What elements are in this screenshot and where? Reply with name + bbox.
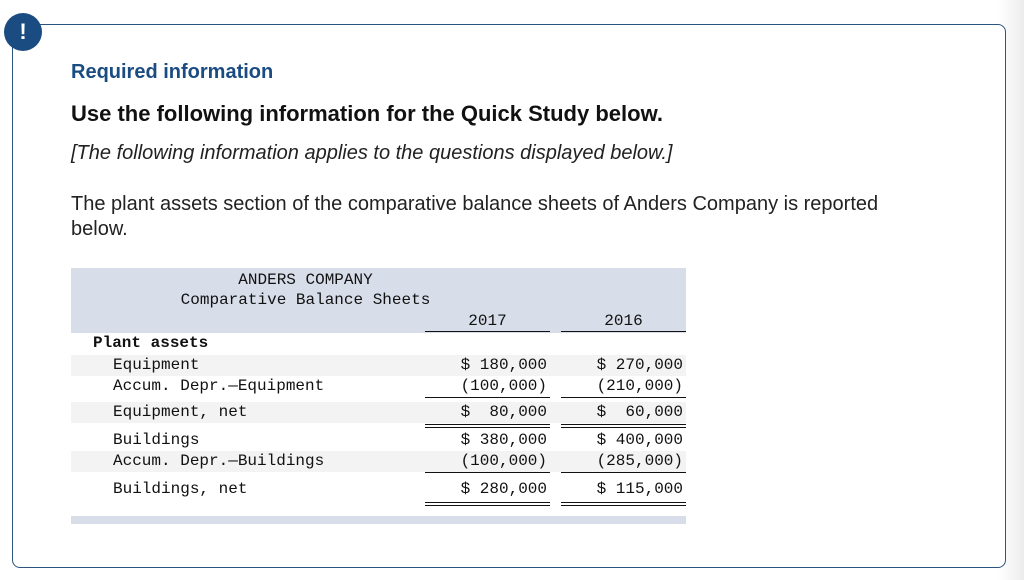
cell-2017: $ 280,000	[460, 480, 547, 498]
row-label: Equipment	[113, 356, 200, 374]
table-row-buildings	[71, 430, 686, 451]
column-header-2016: 2016	[561, 312, 686, 332]
row-label: Buildings	[113, 431, 200, 449]
subtotal-rule-2017	[425, 397, 550, 398]
cell-2016: $ 270,000	[596, 356, 683, 374]
cell-2016: (285,000)	[596, 452, 683, 470]
intro-paragraph: The plant assets section of the comparative balance sheets of Anders Company is reported below.	[71, 193, 879, 240]
section-label-plant-assets: Plant assets	[93, 334, 209, 352]
column-header-2017: 2017	[425, 312, 550, 332]
required-info-title: Required information	[71, 61, 274, 83]
applies-note: [The following information applies to the questions displayed below.]	[71, 142, 673, 164]
cell-2016: $ 60,000	[596, 403, 683, 421]
total-rule-2016	[561, 502, 686, 506]
cell-2017: $ 380,000	[460, 431, 547, 449]
row-label: Buildings, net	[113, 480, 248, 498]
cell-2017: (100,000)	[460, 377, 547, 395]
balance-sheet-table	[71, 268, 686, 524]
subtotal-rule-2016	[561, 397, 686, 398]
table-row-buildings-net	[71, 479, 686, 500]
cell-2016: $ 400,000	[596, 431, 683, 449]
total-rule-2017	[425, 424, 550, 428]
cell-2016: $ 115,000	[596, 480, 683, 498]
table-row-equipment	[71, 355, 686, 376]
quick-study-subtitle: Use the following information for the Quick Study below.	[71, 101, 663, 126]
cell-2017: $ 180,000	[460, 356, 547, 374]
balance-sheet-footer	[71, 516, 686, 524]
row-label: Equipment, net	[113, 403, 248, 421]
cell-2017: (100,000)	[460, 452, 547, 470]
table-row-accum-depr-equipment	[71, 376, 686, 397]
table-row-equipment-net	[71, 402, 686, 423]
cell-2016: (210,000)	[596, 377, 683, 395]
total-rule-2016	[561, 424, 686, 428]
alert-icon: !	[4, 13, 42, 51]
subtotal-rule-2017	[425, 472, 550, 473]
statement-title: Comparative Balance Sheets	[180, 291, 431, 309]
total-rule-2017	[425, 502, 550, 506]
cell-2017: $ 80,000	[460, 403, 547, 421]
company-name: ANDERS COMPANY	[238, 271, 373, 289]
row-label: Accum. Depr.—Buildings	[113, 452, 325, 470]
row-label: Accum. Depr.—Equipment	[113, 377, 325, 395]
table-row-accum-depr-buildings	[71, 451, 686, 472]
subtotal-rule-2016	[561, 472, 686, 473]
